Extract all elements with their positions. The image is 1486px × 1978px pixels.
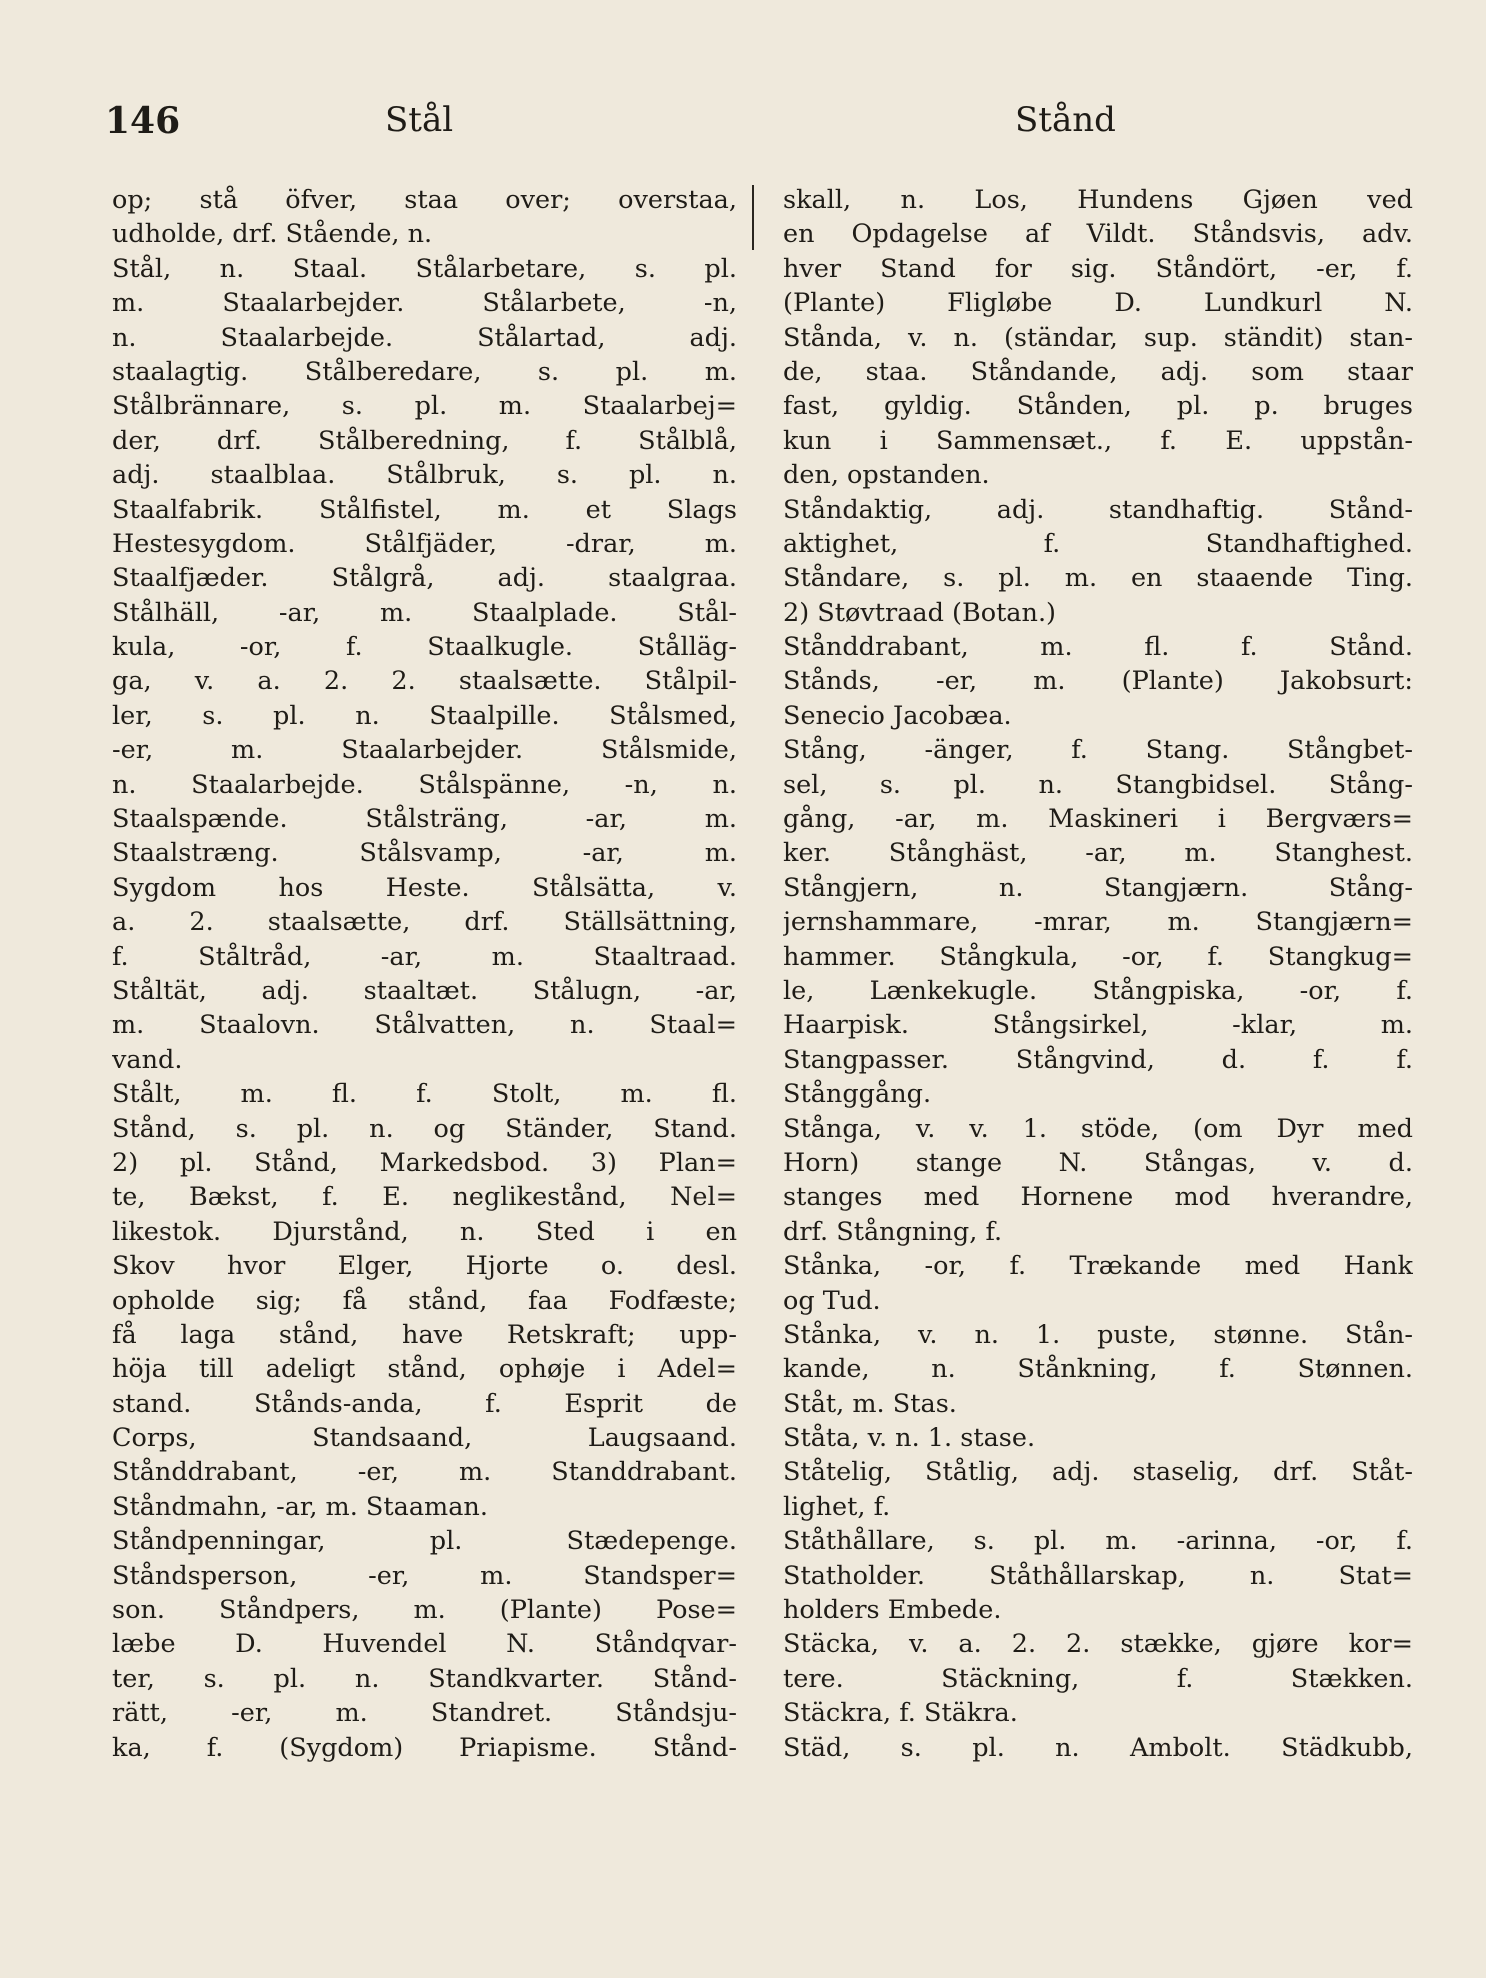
text-line: Stålbrännare, s. pl. m. Staalarbej= [112, 391, 737, 422]
text-line: le, Lænkekugle. Stångpiska, -or, f. [783, 975, 1413, 1006]
text-line: adj. staalblaa. Stålbruk, s. pl. n. [112, 460, 737, 491]
text-line: aktighet, f. Standhaftighed. [783, 528, 1413, 559]
text-line: Staalspænde. Stålsträng, -ar, m. [112, 804, 737, 835]
text-line: te, Bækst, f. E. neglikestånd, Nel= [112, 1182, 737, 1213]
text-line: Sygdom hos Heste. Stålsätta, v. [112, 872, 737, 903]
text-line: Ståndmahn, -ar, m. Staaman. [112, 1491, 488, 1522]
text-line: Stånddrabant, -er, m. Standdrabant. [112, 1457, 737, 1488]
text-line: Staalfjæder. Stålgrå, adj. staalgraa. [112, 563, 737, 594]
text-line: Stålt, m. fl. f. Stolt, m. fl. [112, 1079, 737, 1110]
text-line: få laga stånd, have Retskraft; upp- [112, 1319, 737, 1350]
text-line: Corps, Standsaand, Laugsaand. [112, 1423, 737, 1454]
text-line: og Tud. [783, 1285, 881, 1316]
text-line: Stångjern, n. Stangjærn. Stång- [783, 872, 1413, 903]
left-column [112, 183, 737, 1765]
text-line: f. Ståltråd, -ar, m. Staaltraad. [112, 941, 737, 972]
text-line: Skov hvor Elger, Hjorte o. desl. [112, 1251, 737, 1282]
text-line: kun i Sammensæt., f. E. uppstån- [783, 425, 1413, 456]
text-line: ker. Stånghäst, -ar, m. Stanghest. [783, 838, 1413, 869]
text-line: Ståndpenningar, pl. Stædepenge. [112, 1526, 737, 1557]
text-line: læbe D. Huvendel N. Ståndqvar- [112, 1629, 737, 1660]
text-line: op; stå öfver, staa over; overstaa, [112, 185, 737, 215]
text-line: Ståthållare, s. pl. m. -arinna, -or, f. [783, 1526, 1413, 1557]
text-line: jernshammare, -mrar, m. Stangjærn= [783, 907, 1413, 938]
text-line: Stäcka, v. a. 2. 2. stække, gjøre kor= [783, 1629, 1413, 1660]
text-line: Ståndaktig, adj. standhaftig. Stånd- [783, 494, 1413, 525]
text-line: udholde, drf. Stående, n. [112, 219, 433, 250]
text-line: skall, n. Los, Hundens Gjøen ved [783, 185, 1413, 215]
text-line: gång, -ar, m. Maskineri i Bergværs= [783, 804, 1413, 835]
text-line: ga, v. a. 2. 2. staalsætte. Stålpil- [112, 666, 737, 697]
text-line: Ståta, v. n. 1. stase. [783, 1423, 1036, 1454]
text-line: Stång, -änger, f. Stang. Stångbet- [783, 735, 1413, 766]
text-line: Ståt, m. Stas. [783, 1388, 957, 1419]
text-line: der, drf. Stålberedning, f. Stålblå, [112, 425, 737, 456]
text-line: ka, f. (Sygdom) Priapisme. Stånd- [112, 1732, 737, 1763]
text-line: Stånggång. [783, 1079, 932, 1110]
text-line: Horn) stange N. Stångas, v. d. [783, 1147, 1413, 1178]
text-line: likestok. Djurstånd, n. Sted i en [112, 1216, 737, 1247]
text-line: 2) pl. Stånd, Markedsbod. 3) Plan= [112, 1147, 737, 1178]
text-line: 2) Støvtraad (Botan.) [783, 597, 1056, 628]
text-line: fast, gyldig. Stånden, pl. p. bruges [783, 391, 1413, 422]
text-line: sel, s. pl. n. Stangbidsel. Stång- [783, 769, 1413, 800]
text-line: kande, n. Stånkning, f. Stønnen. [783, 1354, 1413, 1385]
text-line: Statholder. Ståthållarskap, n. Stat= [783, 1560, 1413, 1591]
text-line: Ståltät, adj. staaltæt. Stålugn, -ar, [112, 975, 737, 1006]
text-line: Staalstræng. Stålsvamp, -ar, m. [112, 838, 737, 869]
text-line: (Plante) Fligløbe D. Lundkurl N. [783, 288, 1413, 319]
text-line: Stånddrabant, m. fl. f. Stånd. [783, 632, 1413, 663]
text-line: tere. Stäckning, f. Stækken. [783, 1663, 1413, 1694]
text-line: Ståndare, s. pl. m. en staaende Ting. [783, 563, 1413, 594]
text-line: drf. Stångning, f. [783, 1216, 1003, 1247]
text-line: stanges med Hornene mod hverandre, [783, 1182, 1413, 1213]
text-line: Stånd, s. pl. n. og Ständer, Stand. [112, 1113, 737, 1144]
text-line: ter, s. pl. n. Standkvarter. Stånd- [112, 1663, 737, 1694]
page-number: 146 [105, 100, 181, 142]
text-line: den, opstanden. [783, 460, 990, 491]
text-line: Stånka, v. n. 1. puste, stønne. Stån- [783, 1319, 1413, 1350]
text-line: Städ, s. pl. n. Ambolt. Städkubb, [783, 1732, 1413, 1763]
running-head-right: Stånd [1015, 100, 1116, 140]
text-line: Stål, n. Staal. Stålarbetare, s. pl. [112, 253, 737, 284]
text-line: m. Staalarbejder. Stålarbete, -n, [112, 288, 737, 319]
text-line: hver Stand for sig. Ståndört, -er, f. [783, 253, 1413, 284]
text-line: Stånds, -er, m. (Plante) Jakobsurt: [783, 666, 1413, 697]
right-column [783, 183, 1413, 1765]
text-line: Stäckra, f. Stäkra. [783, 1698, 1018, 1729]
text-line: höja till adeligt stånd, ophøje i Adel= [112, 1354, 737, 1385]
text-line: n. Staalarbejde. Stålartad, adj. [112, 322, 737, 353]
text-line: lighet, f. [783, 1491, 891, 1522]
text-line: holders Embede. [783, 1595, 1002, 1626]
text-line: a. 2. staalsætte, drf. Ställsättning, [112, 907, 737, 938]
text-line: Stånda, v. n. (ständar, sup. ständit) stan- [783, 322, 1413, 353]
text-line: son. Ståndpers, m. (Plante) Pose= [112, 1595, 737, 1626]
text-line: Stålhäll, -ar, m. Staalplade. Stål- [112, 597, 737, 628]
text-line: de, staa. Ståndande, adj. som staar [783, 356, 1413, 387]
text-line: hammer. Stångkula, -or, f. Stangkug= [783, 941, 1413, 972]
running-head-left: Stål [385, 100, 454, 140]
text-line: Ståtelig, Ståtlig, adj. staselig, drf. Ståt- [783, 1457, 1413, 1488]
page-header [0, 100, 1486, 160]
text-line: Haarpisk. Stångsirkel, -klar, m. [783, 1010, 1413, 1041]
text-line: n. Staalarbejde. Stålspänne, -n, n. [112, 769, 737, 800]
text-line: en Opdagelse af Vildt. Ståndsvis, adv. [783, 219, 1413, 250]
text-line: Senecio Jacobæa. [783, 700, 1012, 731]
text-line: Stangpasser. Stångvind, d. f. f. [783, 1044, 1413, 1075]
text-line: Hestesygdom. Stålfjäder, -drar, m. [112, 528, 737, 559]
text-line: stand. Stånds-anda, f. Esprit de [112, 1388, 737, 1419]
text-line: -er, m. Staalarbejder. Stålsmide, [112, 735, 737, 766]
text-line: rätt, -er, m. Standret. Ståndsju- [112, 1698, 737, 1729]
text-line: m. Staalovn. Stålvatten, n. Staal= [112, 1010, 737, 1041]
text-line: opholde sig; få stånd, faa Fodfæste; [112, 1285, 737, 1316]
text-line: staalagtig. Stålberedare, s. pl. m. [112, 356, 737, 387]
column-divider [752, 185, 754, 250]
text-line: kula, -or, f. Staalkugle. Stålläg- [112, 632, 737, 663]
text-line: ler, s. pl. n. Staalpille. Stålsmed, [112, 700, 737, 731]
text-line: Stånka, -or, f. Trækande med Hank [783, 1251, 1413, 1282]
text-line: Staalfabrik. Stålfistel, m. et Slags [112, 494, 737, 525]
text-line: vand. [112, 1044, 183, 1075]
text-line: Ståndsperson, -er, m. Standsper= [112, 1560, 737, 1591]
text-line: Stånga, v. v. 1. stöde, (om Dyr med [783, 1113, 1413, 1144]
